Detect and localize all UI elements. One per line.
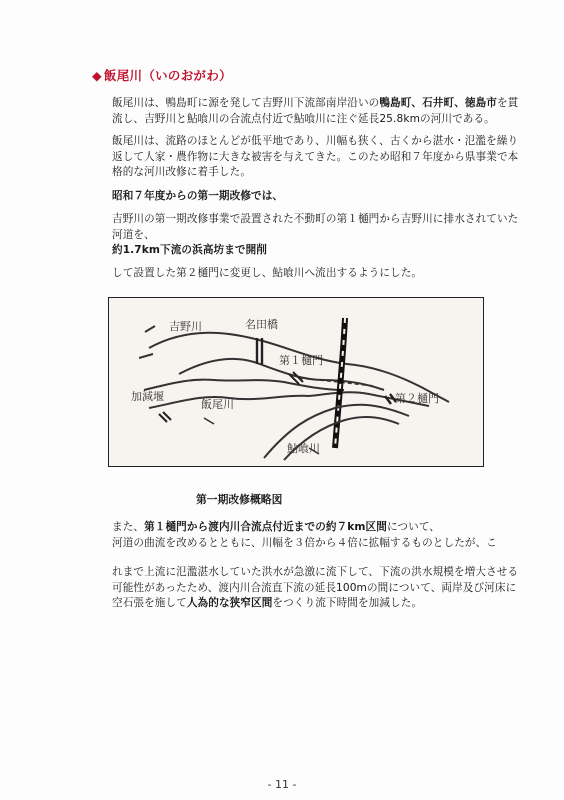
- paragraph-history: 飯尾川は、流路のほとんどが低平地であり、川幅も狭く、古くから湛水・氾濫を繰り返して人家・農作物に大きな被害を与えてきた。このため昭和７年度から県事業で本格的な河川改修に着手した。: [112, 135, 519, 178]
- intro-text-c: を貫流し、吉野川と鮎喰川の合流点付近で鮎喰川に注ぐ延長25.8kmの河川である。: [112, 97, 519, 125]
- label-gate-1: 第１樋門: [279, 354, 323, 367]
- label-iio-river: 飯尾川: [201, 398, 234, 411]
- widening-text-d: 河道の曲流を改めるとともに、川幅を３倍から４倍に拡幅するものとしたが、こ: [112, 536, 497, 549]
- paragraph-phase1-title: 昭和７年度からの第一期改修では、: [112, 190, 284, 202]
- widening-text-a: また、: [112, 521, 145, 533]
- section-heading: [92, 66, 232, 84]
- diamond-icon: ◆: [92, 68, 102, 83]
- label-akui-river: 鮎喰川: [287, 442, 320, 455]
- heading-text: 飯尾川（いのおがわ）: [103, 68, 232, 83]
- widening-bold-section: 第１樋門から渡内川合流点付近までの約７km区間: [144, 521, 387, 533]
- narrowing-text-a: れまで上流に氾濫湛水していた洪水が急激に流下して、下流の洪水規模を増大させる可能性があったため、渡内川合流直下流の延長100mの間について、両岸及び河床に空石張を施して: [112, 566, 519, 609]
- widening-text-c: について、: [386, 521, 440, 533]
- label-yoshino-river: 吉野川: [169, 320, 202, 333]
- paragraph-phase1-detail: [112, 212, 526, 259]
- label-nada-bridge: 名田橋: [245, 318, 278, 331]
- phase1-bold-excavation: 約1.7km下流の浜高坊まで開削: [112, 244, 267, 256]
- river-map-figure: [108, 297, 484, 467]
- intro-bold-towns: 鴨島町、石井町、徳島市: [379, 97, 497, 109]
- narrowing-text-c: をつくり流下時間を加減した。: [272, 597, 423, 609]
- paragraph-narrowing: [112, 565, 526, 612]
- label-kagen-weir: 加減堰: [131, 390, 164, 403]
- narrowing-bold-section: 人為的な狭窄区間: [186, 597, 273, 609]
- paragraph-gate2: して設置した第２樋門に変更し、鮎喰川へ流出するようにした。: [112, 267, 423, 279]
- paragraph-widening: [112, 520, 526, 551]
- page-number: - 11 -: [267, 778, 297, 791]
- phase1-text: 吉野川の第一期改修事業で設置された不動町の第１樋門から吉野川に排水されていた河道を、: [112, 213, 519, 241]
- intro-text-a: 飯尾川は、鴨島町に源を発して吉野川下流部南岸沿いの: [112, 97, 380, 109]
- paragraph-intro: [112, 96, 526, 127]
- figure-caption: 第一期改修概略図: [196, 493, 283, 506]
- label-gate-2: 第２樋門: [395, 392, 439, 405]
